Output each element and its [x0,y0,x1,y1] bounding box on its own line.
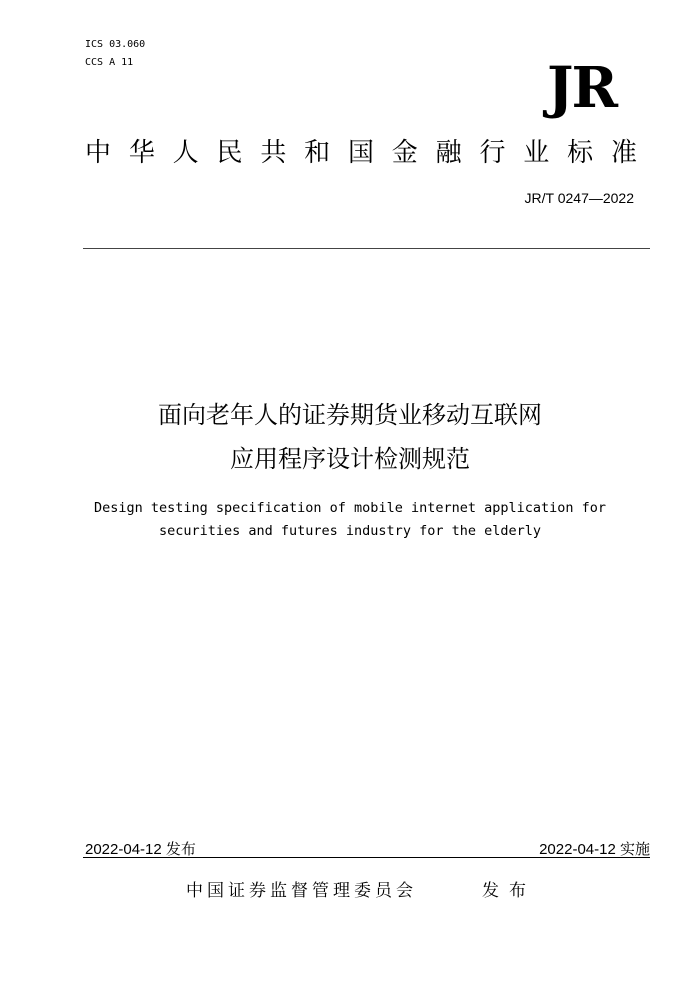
standard-category-title [85,136,637,170]
title-char: 标 [567,138,594,168]
title-char: 金 [391,138,418,168]
jr-logo: JR [546,55,616,121]
publish-label: 发布 [482,881,536,901]
footer-divider [83,857,650,858]
document-title-cn-line1: 面向老年人的证券期货业移动互联网 [158,401,542,429]
implement-date: 2022-04-12 实施 [539,841,650,858]
classification-codes [85,36,145,72]
title-char: 和 [304,138,331,168]
publisher-name: 中国证券监督管理委员会 [186,881,417,901]
title-char: 人 [172,138,199,168]
document-title-en-line2: securities and futures industry for the elderly [158,523,541,539]
title-char: 准 [610,138,637,168]
ccs-code: CCS A 11 [85,57,134,68]
document-title-cn-line2: 应用程序设计检测规范 [230,445,470,473]
title-char: 融 [435,138,462,168]
title-char: 国 [347,138,374,168]
title-char: 华 [128,138,155,168]
title-char: 业 [523,138,550,168]
title-char: 中 [85,138,112,168]
ics-code: ICS 03.060 [85,39,146,50]
title-char: 共 [260,138,287,168]
publish-date: 2022-04-12 发布 [85,841,196,858]
standard-number: JR/T 0247—2022 [524,190,634,206]
header-divider [83,248,650,249]
title-char: 民 [216,138,243,168]
title-char: 行 [479,138,506,168]
document-title-en-line1: Design testing specification of mobile internet application for [93,500,607,516]
